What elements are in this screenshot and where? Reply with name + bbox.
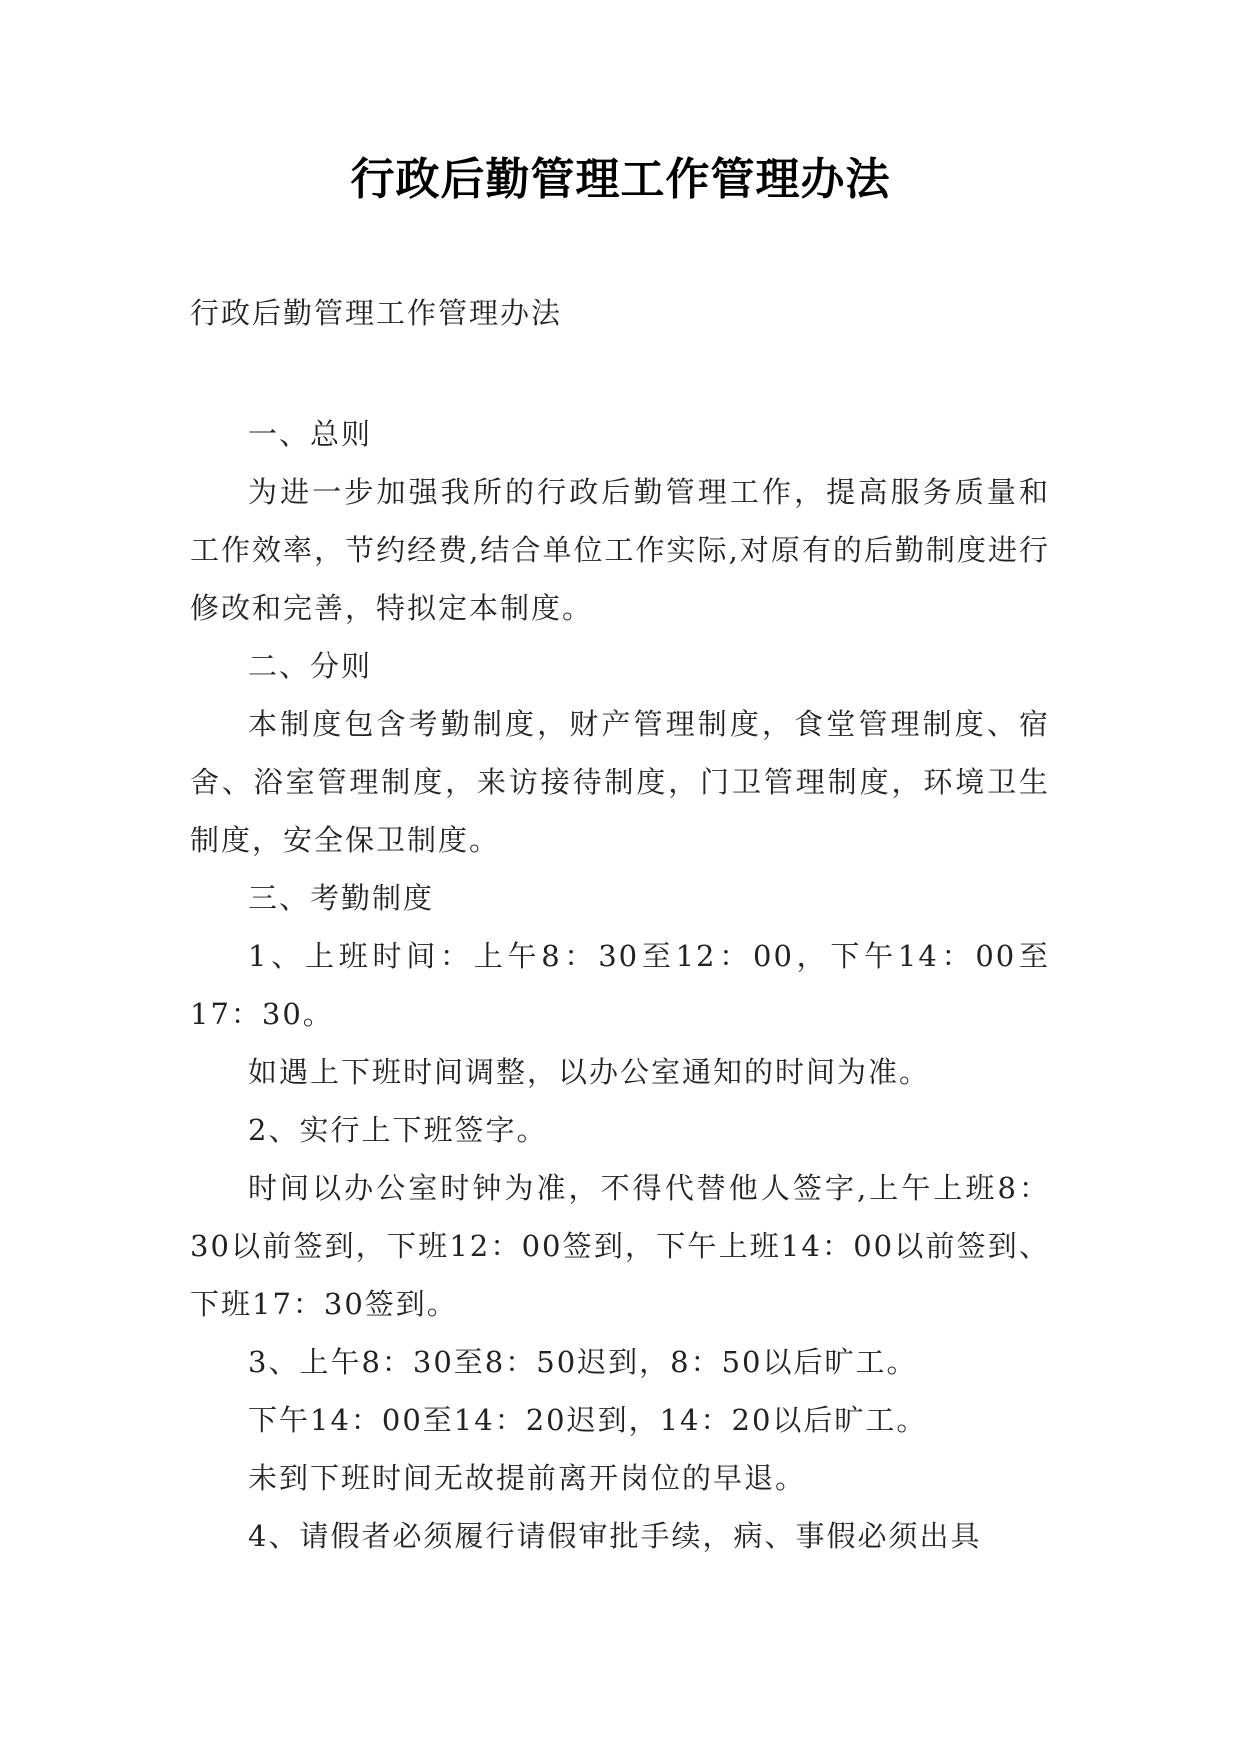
document-subtitle: 行政后勤管理工作管理办法 — [190, 296, 563, 330]
paragraph-time-adjust: 如遇上下班时间调整，以办公室通知的时间为准。 — [248, 1055, 931, 1089]
section-heading-general: 一、总则 — [248, 417, 373, 451]
paragraph-work-hours: 1、上班时间：上午8：30至12：00，下午14：00至17：30。 — [190, 939, 1050, 1031]
paragraph-early-leave: 未到下班时间无故提前离开岗位的早退。 — [248, 1461, 807, 1495]
paragraph-morning-late: 3、上午8：30至8：50迟到，8：50以后旷工。 — [248, 1345, 918, 1379]
paragraph-sign-in-detail: 时间以办公室时钟为准，不得代替他人签字,上午上班8：30以前签到，下班12：00签到，下午上班14：00以前签到、下班17：30签到。 — [190, 1171, 1050, 1321]
paragraph-rules: 本制度包含考勤制度，财产管理制度，食堂管理制度、宿舍、浴室管理制度，来访接待制度，门卫管理制度，环境卫生制度，安全保卫制度。 — [190, 707, 1050, 857]
section-heading-attendance: 三、考勤制度 — [248, 881, 435, 915]
document-body — [190, 405, 1050, 1565]
paragraph-afternoon-late: 下午14：00至14：20迟到，14：20以后旷工。 — [248, 1403, 928, 1437]
document-title: 行政后勤管理工作管理办法 — [350, 154, 891, 205]
paragraph-leave-request: 4、请假者必须履行请假审批手续，病、事假必须出具 — [248, 1519, 982, 1553]
section-heading-rules: 二、分则 — [248, 649, 373, 683]
paragraph-sign-in: 2、实行上下班签字。 — [248, 1113, 548, 1147]
paragraph-general: 为进一步加强我所的行政后勤管理工作，提高服务质量和工作效率，节约经费,结合单位工作实际,对原有的后勤制度进行修改和完善，特拟定本制度。 — [190, 475, 1050, 625]
